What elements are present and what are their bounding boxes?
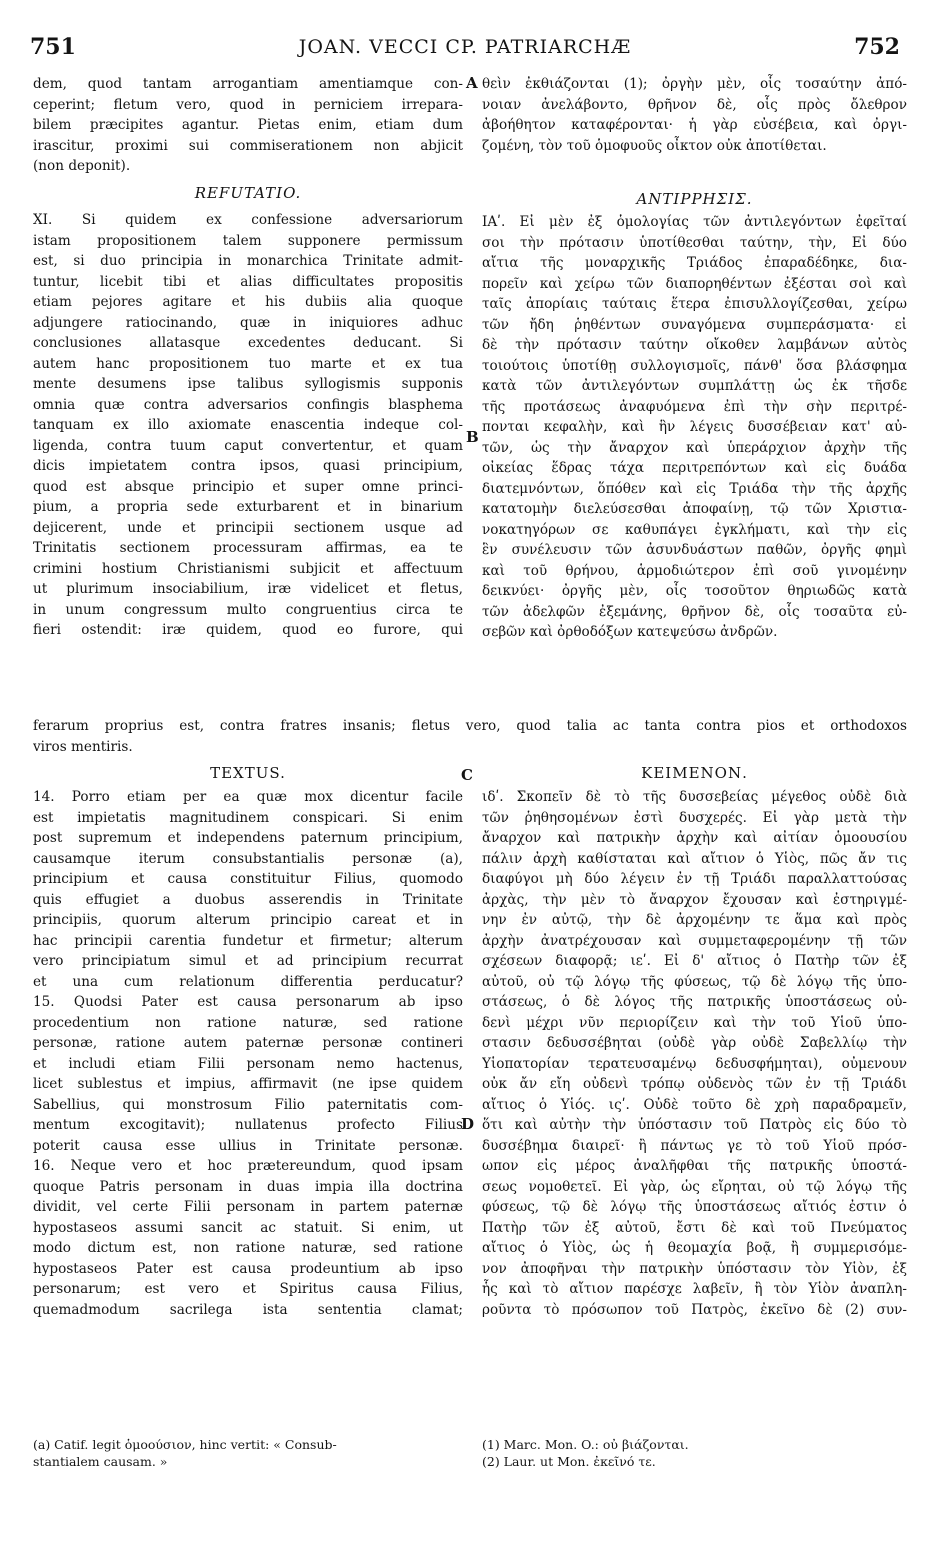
margin-marker-c: C [461, 766, 473, 784]
latin-line: mentum excogitavit); nullatenus profecto Filius [33, 1117, 463, 1133]
greek-line: στασιν δεδυσσέβηται (οὐδὲ γὰρ οὐδὲ Σαβελλίῳ τὴν [482, 1035, 907, 1051]
latin-line: bilem præcipites agantur. Pietas enim, etiam dum [33, 117, 463, 133]
margin-marker-b: B [466, 428, 479, 446]
greek-line: δυσσέβημα διαιρεῖ· ἢ πάντως γε τὸ τοῦ Υἱοῦ πρόσ- [482, 1137, 907, 1154]
greek-line: ταῖς ἀπορίαις ταύταις ἕτερα ἐπισυλλογίζεσθαι, χείρω [482, 296, 907, 312]
latin-line: 14. Porro etiam per ea quæ mox dicentur facile [33, 789, 463, 805]
refutatio-closing [33, 716, 907, 757]
greek-line: τῶν, ὡς τὴν ἄναρχον καὶ ὑπεράρχιον ἀρχὴν τῆς [482, 439, 907, 456]
greek-line: ΙΑʹ. Εἰ μὲν ἐξ ὁμολογίας τῶν ἀντιλεγόντων ἐφεῖταί [482, 214, 907, 230]
page-number-left: 751 [30, 34, 76, 60]
latin-line: causamque iterum consubstantialis personæ (a), [33, 850, 463, 867]
footnote-line: stantialem causam. » [33, 1454, 168, 1469]
latin-line: istam propositionem talem supponere permissum [33, 232, 463, 249]
antirrhesis-heading: ΑΝΤΙΡΡΗΣΙΣ. [636, 190, 753, 208]
greek-line: Υἱοπατορίαν τερατευσαμένῳ δεδυσφήμηται), οὐμενουν [482, 1055, 907, 1072]
footnotes-left [33, 1436, 463, 1470]
margin-marker-d: D [461, 1115, 475, 1133]
refutatio-heading-wrap [33, 180, 463, 206]
greek-line: τῆς προτάσεως ἀναφυόμενα ἐπὶ τὴν σὴν περιτρέ- [482, 398, 907, 415]
latin-line: tanquam ex illo axiomate enascentia indeque col- [33, 417, 463, 433]
latin-line: poterit causa esse ullius in Trinitate personæ. [33, 1137, 463, 1154]
latin-line: (non deponit). [33, 158, 131, 174]
greek-line: πονται κεφαλὴν, καὶ ἣν λέγεις δυσσέβειαν κατ' αὐ- [482, 419, 907, 435]
greek-line: ζομένη, τὸν τοῦ ὁμοφυοῦς οἶκτον οὐκ ἀποτίθεται. [482, 137, 827, 154]
latin-line: quis effugiet a duobus asserendis in Trinitate [33, 891, 463, 908]
footnotes-right [482, 1436, 907, 1470]
greek-line: νον ἀποφῆναι τὴν πατρικὴν ὑπόστασιν τὸν Υἱὸν, ἐξ [482, 1260, 907, 1277]
greek-line: Πατὴρ τῶν ἐξ αὐτοῦ, ἔστι δὲ καὶ τοῦ Πνεύματος [482, 1219, 907, 1236]
greek-line: ροῦντα τὸ πρόσωπον τοῦ Πατρὸς, ἐκεῖνο δὲ (2) συν- [482, 1301, 907, 1318]
greek-line: οἰκείας ἕδρας τάχα περιτρεπόντων καὶ εἰς δυάδα [482, 460, 907, 476]
keimenon-heading: ΚΕΙΜΕΝΟΝ. [641, 764, 748, 782]
margin-marker-a: A [466, 74, 478, 92]
footnote-line: (a) Catif. legit ὁμοούσιον, hinc vertit: « Consub- [33, 1437, 337, 1452]
greek-line: ἀβοήθητον καταφέρονται· ἡ γὰρ εὐσέβεια, καὶ ὀργι- [482, 117, 907, 133]
latin-line: dem, quod tantam arrogantiam amentiamque con- [33, 76, 463, 92]
greek-line: θεὶν ἐκθιάζονται (1); ὀργὴν μὲν, οἷς τοσαύτην ἀπό- [482, 76, 907, 92]
latin-line: hypostaseos assumi sancit ac statuit. Si enim, ut [33, 1219, 463, 1236]
greek-line: αἴτια τῆς μοναρχικῆς Τριάδος ἐπαραδέδηκε, δια- [482, 255, 907, 271]
greek-line: νοιαν ἀνελάβοντο, θρῆνον δὲ, οἷς πρὸς ὄλεθρον [482, 96, 907, 113]
latin-line: procedentium non ratione naturæ, sed ratione [33, 1014, 463, 1031]
greek-line: τῶν ἤδη ῥηθέντων συναγόμενα συμπεράσματα· εἰ [482, 316, 907, 333]
latin-line: dicis impietatem contra ipsos, quasi principium, [33, 458, 463, 474]
latin-line: quod est absque principio et super omne princi- [33, 478, 463, 495]
greek-line: πορεῖν καὶ χείρω τῶν διαπορηθέντων ἐξέσται σοὶ καὶ [482, 275, 907, 292]
keimenon-heading-wrap [482, 760, 907, 786]
greek-line: ὅτι καὶ αὐτὴν τὴν ὑπόστασιν τοῦ Πατρὸς εἰς δύο τὸ [482, 1117, 907, 1133]
greek-line: νοκατηγόρων σε καθυπάγει ἐγκλήματι, καὶ τὴν εἰς [482, 521, 907, 538]
greek-line: σεβῶν καὶ ὀρθοδόξων κατεψεύσω ἀνδρῶν. [482, 624, 778, 640]
latin-line: ceperint; fletum vero, quod in perniciem irrepara- [33, 96, 463, 113]
greek-line: ἀρχὴν ἀνατρέχουσαν καὶ συμμεταφερομένην τῇ τῶν [482, 932, 907, 949]
latin-line: Sabellius, qui monstrosum Filio paternitatis com- [33, 1096, 463, 1113]
footnote-line: (1) Marc. Mon. O.: οὐ βιάζονται. [482, 1437, 689, 1452]
textus-heading: TEXTUS. [210, 764, 286, 782]
latin-line: ut plurimum insociabilium, iræ videlicet et fletus, [33, 581, 463, 597]
latin-line: personæ, ratione autem paternæ personæ contineri [33, 1035, 463, 1051]
latin-line: mente desumens ipse talibus syllogismis supponis [33, 376, 463, 392]
greek-line: ἀρχὰς, τὴν μὲν τὸ ἄναρχον ἔχουσαν καὶ ἐστηριγμέ- [482, 891, 907, 908]
greek-line: σοι τὴν πρότασιν ὑποτίθεσθαι ταύτην, τὴν, Εἰ δύο [482, 234, 907, 251]
antirrhesis-heading-wrap [482, 186, 907, 212]
latin-line: conclusiones allatasque excedentes deducant. Si [33, 335, 463, 351]
keimenon-greek-body [482, 787, 907, 1320]
latin-line: dividit, vel certe Filii personam in partem paternæ [33, 1199, 463, 1215]
greek-line: κατὰ τῶν ἀντιλεγόντων συμπλάττῃ ὡς ἐκ τῆσδε [482, 378, 907, 394]
latin-line: autem hanc propositionem tuo marte et ex tua [33, 355, 463, 372]
latin-line: principium et causa constituitur Filius, quomodo [33, 871, 463, 887]
latin-line: vero principiatum simul et ad principium recurrat [33, 953, 463, 969]
page-header [30, 34, 900, 68]
greek-line: δὲ τὴν πρότασιν ταύτην οἴκοθεν λαμβάνων αὐτὸς [482, 337, 907, 353]
latin-line: hypostaseos Pater est causa prodeuntium ab ipso [33, 1260, 463, 1277]
refutatio-heading: REFUTATIO. [194, 184, 302, 202]
greek-line: ἄναρχον καὶ πατρικὴν ἀρχὴν καὶ αἰτίαν ὁμοουσίου [482, 830, 907, 846]
greek-line: ωπον εἰς μέρος ἀναλῆφθαι τῆς πατρικῆς ὑποστά- [482, 1158, 907, 1174]
latin-line: est impietatis magnitudinem conspicari. Si enim [33, 809, 463, 826]
latin-line: adjungere ratiocinando, quæ in iniquiores adhuc [33, 314, 463, 331]
latin-line: hac principii carentia fundetur et firmetur; alterum [33, 932, 463, 949]
greek-line: σχέσεων διαφορᾷ; ιεʹ. Εἰ δ' αἴτιος ὁ Πατὴρ τῶν ἐξ [482, 953, 907, 969]
greek-line: ἧς καὶ τὸ αἴτιον παρέσχε λαβεῖν, ἢ τὸν Υἱὸν ἀναπλη- [482, 1281, 907, 1297]
latin-line: crimini hostium Christianismi subjicit et affectuum [33, 560, 463, 577]
latin-line: Trinitatis sectionem processuram affirmas, ea te [33, 540, 463, 556]
latin-line: licet sublestus et impius, affirmavit (ne ipse quidem [33, 1076, 463, 1092]
textus-latin-body [33, 787, 463, 1320]
latin-line: et una cum relationum differentia perducatur? [33, 973, 463, 990]
greek-line: αἴτιος ὁ Υἱός. ιςʹ. Οὐδὲ τοῦτο δὲ χρὴ παραδραμεῖν, [482, 1096, 907, 1113]
page-number-right: 752 [854, 34, 900, 60]
latin-line: et includi etiam Filii personam nemo hactenus, [33, 1055, 463, 1072]
latin-line: personarum; est vero et Spiritus causa Filius, [33, 1281, 463, 1297]
latin-line: principiis, quorum alterum principio careat et in [33, 912, 463, 928]
latin-line: 16. Neque vero et hoc prætereundum, quod ipsam [33, 1158, 463, 1174]
latin-intro-column [33, 74, 463, 177]
greek-line: νην ἐν αὐτῷ, τὴν δὲ ἀρχομένην τε ἅμα καὶ πρὸς [482, 912, 907, 928]
greek-line: διατεμνόντων, ὅπόθεν καὶ εἰς Τριάδα τὴν τῆς ἀρχῆς [482, 480, 907, 497]
greek-line: ἓν συνέλευσιν τῶν ἀσυνδυάστων παθῶν, ὀργῆς φημὶ [482, 542, 907, 558]
latin-line: 15. Quodsi Pater est causa personarum ab ipso [33, 994, 463, 1010]
latin-line: ligenda, contra tuum caput convertentur, et quam [33, 437, 463, 454]
greek-line: φύσεως, τῷ δὲ λόγῳ τῆς ὑποστάσεως αἴτιός ἐστιν ὁ [482, 1199, 907, 1215]
greek-intro-column [482, 74, 907, 156]
latin-line: fieri ostendit: iræ quidem, quod eo furore, qui [33, 622, 463, 638]
greek-line: τοιούτοις ὑποτίθῃ συλλογισμοῖς, πάνθ' ὅσα βλάσφημα [482, 357, 907, 374]
greek-line: κατατομὴν διελεύσεσθαι ἀποφαίνῃ, τῷ τῶν Χριστια- [482, 501, 907, 517]
latin-line: XI. Si quidem ex confessione adversariorum [33, 212, 463, 228]
latin-line: dejicerent, unde et principii sectionem usque ad [33, 519, 463, 536]
textus-heading-wrap [33, 760, 463, 786]
latin-line: tuntur, licebit tibi et alias difficultates propositis [33, 273, 463, 290]
latin-line: omnia quæ contra adversarios confingis blasphema [33, 396, 463, 413]
greek-line: τῶν ῥηθησομένων ἐστὶ δυσχερές. Εἰ γὰρ μετὰ τὴν [482, 809, 907, 826]
greek-line: αἴτιος ὁ Υἱὸς, ὡς ἡ θεομαχία βοᾷ, ἢ συμμερισόμε- [482, 1240, 907, 1256]
footnote-line: (2) Laur. ut Mon. ἐκεῖνό τε. [482, 1454, 656, 1469]
greek-line: σεως νομοθετεῖ. Εἰ γὰρ, ὡς εἴρηται, οὐ τῷ λόγῳ τῆς [482, 1178, 907, 1195]
greek-line: δενὶ μέχρι νῦν περιορίζειν καὶ τὴν τοῦ Υἱοῦ ὑπο- [482, 1014, 907, 1031]
latin-line: est, si duo principia in monarchica Trinitate admit- [33, 253, 463, 269]
greek-line: δεικνύει· ὀργῆς μὲν, οἷς τοσοῦτον θηριωδῶς κατὰ [482, 583, 907, 599]
greek-line: αὐτοῦ, οὐ τῷ λόγῳ τῆς φύσεως, τῷ δὲ λόγῳ τῆς ὑπο- [482, 973, 907, 990]
antirrhesis-greek-body [482, 212, 907, 643]
latin-line: etiam pejores agitare et his dubiis alia quoque [33, 294, 463, 310]
latin-line: irascitur, proximi sui commiserationem non abjicit [33, 137, 463, 154]
greek-line: στάσεως, ὁ δὲ λόγος τῆς πατρικῆς ὑποστάσεως οὐ- [482, 994, 907, 1010]
running-title: JOAN. VECCI CP. PATRIARCHÆ [298, 36, 632, 58]
greek-line: καὶ τοῦ θρήνου, ἁρμοδιώτερον ἐπὶ σοῦ γινομένην [482, 562, 907, 579]
latin-line: quoque Patris personam in duas impia illa doctrina [33, 1178, 463, 1195]
greek-line: τῶν ἀδελφῶν ἐξεμάνης, θρῆνον δὲ, οἷς τοσαῦτα εὐ- [482, 603, 907, 620]
greek-line: διαφύγοι μὴ δύο λέγειν ἐν τῇ Τριάδι παραλλαττούσας [482, 871, 907, 887]
closing-line: viros mentiris. [33, 738, 133, 755]
latin-line: post supremum et independens paternum principium, [33, 830, 463, 846]
latin-line: quemadmodum sacrilega ista sententia clamat; [33, 1301, 463, 1318]
closing-line: ferarum proprius est, contra fratres insanis; fletus vero, quod talia ac tanta contra pios et orthodoxos [33, 718, 907, 734]
greek-line: ιδʹ. Σκοπεῖν δὲ τὸ τῆς δυσσεβείας μέγεθος οὐδὲ διὰ [482, 789, 907, 805]
latin-line: modo dictum est, non ratione naturæ, sed ratione [33, 1240, 463, 1256]
refutatio-latin-body [33, 210, 463, 641]
greek-line: οὐκ ἄν εἴη οὐδενὶ τρόπῳ οὐδενὸς τῶν ἐν τῇ Τριάδι [482, 1076, 907, 1092]
latin-line: pium, a propria sede exturbarent et in binarium [33, 499, 463, 515]
latin-line: in unum congressum multo congruentius circa te [33, 601, 463, 618]
greek-line: πάλιν ἀρχὴ καθίσταται καὶ αἴτιον ὁ Υἱὸς, πῶς ἄν τις [482, 850, 907, 867]
